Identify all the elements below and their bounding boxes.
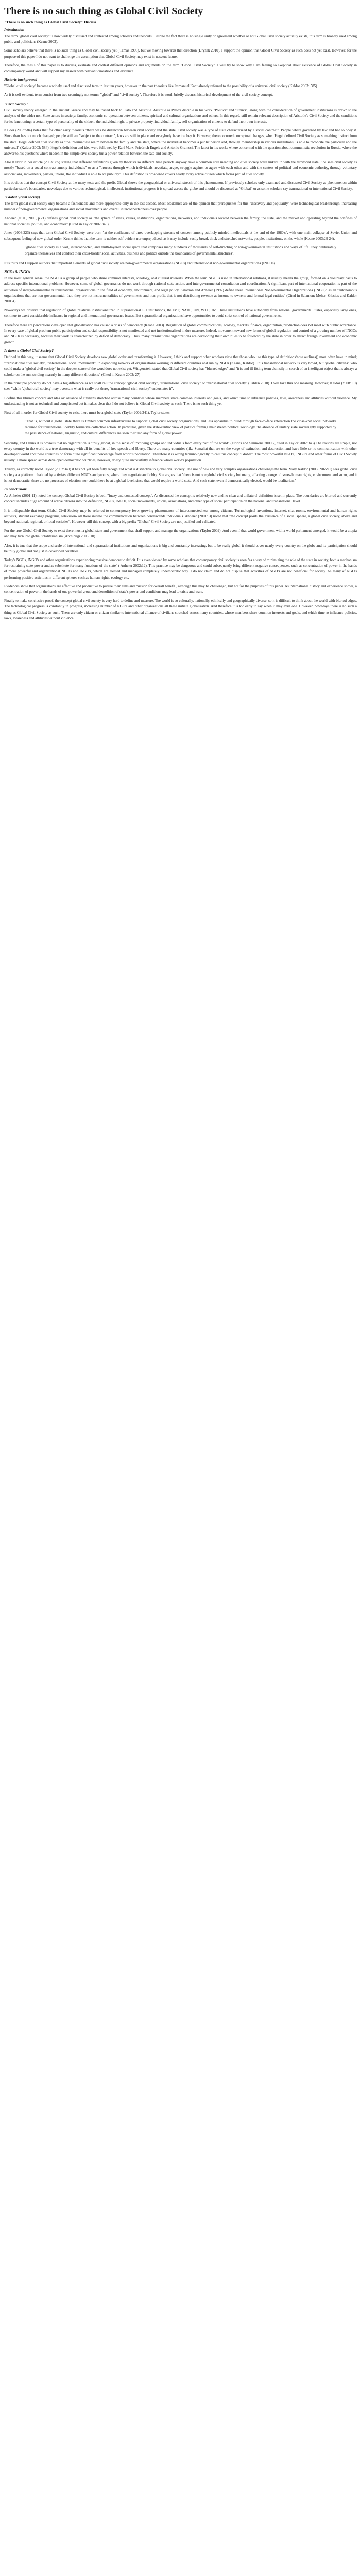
body-paragraph: Finally to make conclusive proof, the concept global civil society is very hard to define and measure. The world is so culturally, nationally, ethnically and geographically diverse, so it is difficult to think about the world with blurred edges. The technological progress is constantly in progress, increasing number of NGO's and other organizations all these initiate globalization. And therefore it is too early to say when it may exist one. However, nowadays there is no such a thing as Global Civil Society as such. There are only citizen or citizen similar to international alliance of civilians stretched across many countries, whose members share common interests and goals, and which time to influence policies, laws, awareness and attitudes without violence. xyxy=(4,599,357,620)
body-paragraph: Some scholars believe that there is no such thing as Global civil society yet ('Tamas 1998), but we moving towards that direction (Dryzek 2010). I support the opinion that Global Civil Society as such does not yet exist. However, for the purpose of this paper I do not want to challenge the assumption that Global Civil Society may exist in nascent future. xyxy=(4,48,357,59)
body-paragraph: Therefore, the thesis of this paper is to discuss, evaluate and contest different opinions and arguments on the term "Global Civil Society". I will try to show why I am feeling so skeptical about existence of Global Civil Society in contemporary world and will support my answer with relevant quotations and evidence. xyxy=(4,63,357,74)
document-page xyxy=(0,0,361,635)
section-heading: Historic background xyxy=(4,77,37,82)
body-paragraph: Jones (2003:223) says that term Global Civil Society were born "at the confluence of three overlapping streams of concern among publicly minded intellectuals at the end of the 1980's", with one main collapse of Soviet Union and subsequent feeling of new global order. Keane thinks that the term is neither self-evident nor unprejudiced, as it may include vastly broad, thick and stretched networks, people, institutions, on the whole (Keane 2003:23-24). xyxy=(4,231,357,241)
body-paragraph: As it is self-evident, term consist from two seemingly not terms: "global" and "civil society". Therefore it is worth briefly discuss, historical development of the civil society concept. xyxy=(4,93,273,97)
body-paragraph: It is obvious that the concept Civil Society at the many texts and the prefix Global shows the geographical or universal stretch of this phenomenon. If previously scholars only examined and discussed Civil Society as phenomenon within particular state's boundaries, nowadays due to various technological, intellectual, institutional progress it is spread across the globe and should be discussed as "Global" or as some scholars say transnational or international Civil Society. xyxy=(4,180,357,191)
body-paragraph: The term global civil society only became a fashionable and more appropriate only in the last decade. Most academics are of the opinion that prerequisites for this "discovery and popularity" were technological breakthrough, increasing number of non-governmental organizations and social movements and overall interconnectedness over people. xyxy=(4,201,357,212)
body-paragraph: In the principle probably do not have a big difference as we shall call the concept "global civil society", "transnational civil society" or "transnational civil society" (Fahlen 2010). I will take this one meaning. However, Kaldor (2008: 10) sees "while 'global civil society' may overstate what is really out there, "transnational civil society" understates it". xyxy=(4,381,357,392)
body-paragraph: Defined in this way, it seems that Global Civil Society develops new global order and transforming it. However, I think and support other scholars view that those who use this type of definitions/note outlines() most often have in mind; "transnational civil society", "international social movement", in expanding network of organizations working in different countries and run by NGOs (Keane, Kaldor). This transnational network is very broad, but "global citizens" who could make a "global civil society" in the deepest sense of the word does not exist yet. Wittgenstein stated that Global Civil society has "blurred edges" and "it is and ill-fitting term clumsily in search of an intelligent object that is always a scholar on the run, striding nearerly in many different directions" (Cited in Keane 2003: 27) xyxy=(4,355,357,377)
body-paragraph: In the most general sense, the NGO is a group of people who share common interests, ideology, and cultural interests. When the term NGO is used in international relations, it usually means the group, formed on a voluntary basis to address specific international problems. However, some of global governance do not work through national state action, and intergovernmental consultation and coordination. A significant part of international cooperation is part of the activities of intergovernmental or transnational organizations in the field of economy, environment, and legal policy. Salamon and Anheier (1997) define these International Nongovernmental Organizations (INGO)" as an "autonomous organizations that are non-governmental, that, they are not instrumentalities of government; and non-profit, that is not distributing revenue as income to owners; and formal legal entities" (Cited in Salamon; Meher; Glasius and Kaldor 2001:4) xyxy=(4,276,357,303)
body-paragraph: Today's NGOs, INGO's and other organizations experiencing massive democratic deficit. It is even viewed by some scholars that contemporary civil society is seen "as a way of minimizing the role of the state in society, both a mechanism for restraining state power and as substitute for many functions of the state" ( Anheier 2002:12). This practice may be dangerous and could subsequently bring different negative consequences, such as concentration of power in the hands of more powerful and organizational NGO's and INGO's, which are elected and managed completely undemocratic way. I do not claim and do not dispute that activities of NGO's are not beneficial for society. As many of NGO's performing positive activities in different spheres such as human rights, ecology etc. xyxy=(4,558,357,580)
document-subtitle: "There is no such thing as Global Civil Society" Discuss xyxy=(4,20,96,24)
body-paragraph: Kaldor (2003:584) notes that for other early theorists "there was no distinction between civil society and the state. Civil society was a type of state characterized by a social contract". People where governed by law and had to obey it. Since than has not much changed; people still are "subject to the contract", laws are still in place and everybody have to obey it. However, there occurred conceptual changes, when Hegel defined Civil Society as something distinct from the state. Hegel defined civil society as "the intermediate realm between the family and the state, where the individual becomes a public person and, through membership in various institutions, is able to reconcile the particular and the universal" (Kaldor 2003: 584). Hegel's definition and idea were followed by Karl Marx, Friedrich Engels and Antonio Gramsci. The latest in his works where concerned with the question about communistic revolution in Russia, where the answer to his questions where hidden in the simple civil society but a power relation between the sate and society. xyxy=(4,128,357,156)
body-paragraph: As Anheier (2001:11) noted the concept Global Civil Society is both "fuzzy and contested concept". As discussed the concept is relatively new and no clear and unilateral definition is set in place. The boundaries are blurred and currently concept includes huge amount of active citizens into the definition, NGOs, INGOs, social movements, unions, associations, and other type of social participation on the national and transnational level. xyxy=(4,494,357,504)
body-paragraph: Nowadays we observe that regulation of global relations institutionalized in supranational EU institutions, the IMF, NATO, UN, WTO, etc. These institutions have autonomy from national governments. States, especially large ones, continue to exert considerable influence in regional and international governance issues. But supranational organizations have opportunities to avoid strict control of national governments. xyxy=(4,308,357,318)
body-paragraph: Thirdly, as correctly noted Taylor (2002:340) it has not yet been fully recognized what is distinctive to global civil society. The use of new and very complex organizations challenges the term. Mary Kaldor (2003:590-591) sees global civil society a a platform inhabited by activists, different NGO's and groups, where they negotiate and lobby. She argues that "there is not one global civil society but many, affecting a range of issues-human rights, environment and so on, and it is not democratic, there are no processes of election, nor could there be at a global level, since that would require a world state. And such state, even if democratically elected, would be totalitarian." xyxy=(4,467,357,483)
body-paragraph: Secondly, and I think it is obvious that no organization is "truly global, in the sense of involving groups and individuals from every part of the world" (Florini and Simmons 2000:7, cited in Taylor 2002:343) The reasons are simple, not every country in the world is a true democracy with all its benefits of free speech and liberty. There are many countries (like Somalia) that are on the verge of extinction and destruction and have little or no communication with other developed world and these countries do form quite significant percentage from world's population. Therefore it is wrong terminologically to call this concept "Global". The most powerful NGO's, INGO's and other forms of Civil Society usually is more spread across developed democratic countries; however, do try quite successfully influence whole world's population. xyxy=(4,440,357,463)
section-heading: Introduction xyxy=(4,27,25,32)
section-heading: "Civil Society" xyxy=(4,101,28,106)
block-quote: "That is, without a global state there is limited common infrastructure to support global civil society organizations, and less apparatus to build through face-to-face interaction the close-knit social networks required for transnational identity formative collective action. In particular, given the state-centric view of politics framing mainstream political sociology, the absence of unitary state sovereignty supported by the persistence of national, linguistic, and cultural differences are seen to trump any form of global power". xyxy=(25,419,336,435)
section-heading: NGOs & INGOs xyxy=(4,269,30,275)
body-paragraph: Also Kaldor in her article (2003:585) stating that different definitions given by theorists so different time periods anyway have a common core meaning and civil society were linked up with the territorial state. She sees civil society as mostly "based on a social contract among individuals" or as a "process through which individuals negotiate, argue, struggle against or agree with each other and with the centers of political and economic authority, through voluntary associations, movements, parties, unions, the individual is able to act publicly". This definition is broadened covers nearly every active citizen which forms part of civil society. xyxy=(4,160,357,176)
body-paragraph: It is indisputable that term, Global Civil Society may be referred to contemporary fever growing phenomenon of interconnectedness among citizens. Technological inventions, internet, chat rooms, environmental and human rights activists, student exchange programs, television- all these initiate the communication between condescends individuals. Anheier (2001: 3) noted that "the concept posits the existence of a social sphere, a global civil society, above and beyond national, regional, or local societies". However still this concept with a big prefix "Global" Civil Society are not justified and validated. xyxy=(4,508,357,524)
body-paragraph: "Global civil society" became a widely used and discussed term in last ten years, however in the past theorists like Immanuel Kant already referred to the possibility of a universal civil society (Kaldor 2003: 585). xyxy=(4,84,318,89)
body-paragraph: First of all in order for Global Civil society to exist there must be a global state (Taylor 2002:341). Taylor states: xyxy=(4,410,171,415)
body-paragraph: Evidences show that organizations are effective and productive to pursue their aims and mission for overall benefit , although this may be challenged, but not for the purposes of this paper. As international history and experience shows, a concentration of power in the hands of one powerful group and demolition of state's power and conditions may lead to crisis and wars. xyxy=(4,584,357,595)
body-paragraph: Also, it is true that the scope and scale of international and supranational institutions and organizations is big and constantly increasing, but to be really global it should cover nearly every country on the globe and its participation should be truly global and not just in developed countries. xyxy=(4,543,357,553)
body-paragraph: Therefore there are perceptions developed that globalization has caused a crisis of democracy (Keane 2003). Regulation of global communications, ecology, markets, finance, organization, production does not meet with public acceptance. In every case of global problem public participation and social responsibility is not manifested and not institutionalized in due measure. Indeed, movement toward new forms of global regulation and control of a growing number of INGOs and NGOs is necessary, because their work is characterized by deficit of democracy. Thus, many transnational organizations are developing their own rules to be followed by the state in order to attract foreign investment and economic growth. xyxy=(4,323,357,345)
body-paragraph: I define this blurred concept and idea as: alliance of civilians stretched across many countries whose members share common interests and goals, and which time to influence policies, laws, awareness and attitudes without violence. My understanding is not as technical and complicated but it makes clear that I do not believe in Global Civil society as such. There is no such thing yet. xyxy=(4,396,357,406)
body-paragraph: Civil society theory emerged in the ancient Greece and may be traced back to Plato and Aristotle. Aristotle as Plato's disciple in his work "Politics" and "Ethics", along with the consideration of government institutions is drawn to the analysis of the wider non-State actors in society: family, economic co-operation between citizens, spiritual and cultural organizations and others. In this regard, still remain relevant description of Aristotle's Civil Society and the conditions for its functioning: a certain type of personality of the citizen, the individual right to private property, individual family, self-organization of citizens to defend their own interests. xyxy=(4,108,357,124)
body-paragraph: Anheier (et al., 2001, p.21) defines global civil society as "the sphere of ideas, values, institutions, organizations, networks, and individuals located between the family, the state, and the market and operating beyond the confines of national societies, polities, and economies" (Cited in Taylor 2002:340). xyxy=(4,216,357,226)
block-quote: "global civil society is a vast, interconnected, and multi-layered social space that comprises many hundreds of thousands of self-directing or non-governmental institutions and ways of life...they deliberately organize themselves and conduct their cross-border social activities, business and politics outside the boundaries of governmental structures". xyxy=(25,245,336,256)
section-heading: Is there a Global Civil Society? xyxy=(4,348,54,353)
body-paragraph: For the true Global Civil Society to exist there must a global state and government that shall support and manage the organizations (Taylor 2002). And even if that world government with a world parliament emerged, it would be a utopia and may turn into global totalitarianism (Archibugi 2003: 10). xyxy=(4,529,357,539)
document-title: There is no such thing as Global Civil Society xyxy=(4,6,203,17)
body-paragraph: The term "global civil society" is now widely discussed and contested among scholars and theorists. Despite the fact there is no single unity or agreement whether or not Global Civil society actually exists, this term is broadly used among public and politicians (Keane 2003). xyxy=(4,34,357,44)
section-heading: In conclusion: xyxy=(4,487,28,492)
section-heading: "Global"(civil society) xyxy=(4,195,40,200)
body-paragraph: It is truth and I support authors that important elements of global civil society are non-governmental organizations (NGOs) and international non-governmental organizations (INGOs). xyxy=(4,261,276,265)
document-body xyxy=(4,27,357,621)
